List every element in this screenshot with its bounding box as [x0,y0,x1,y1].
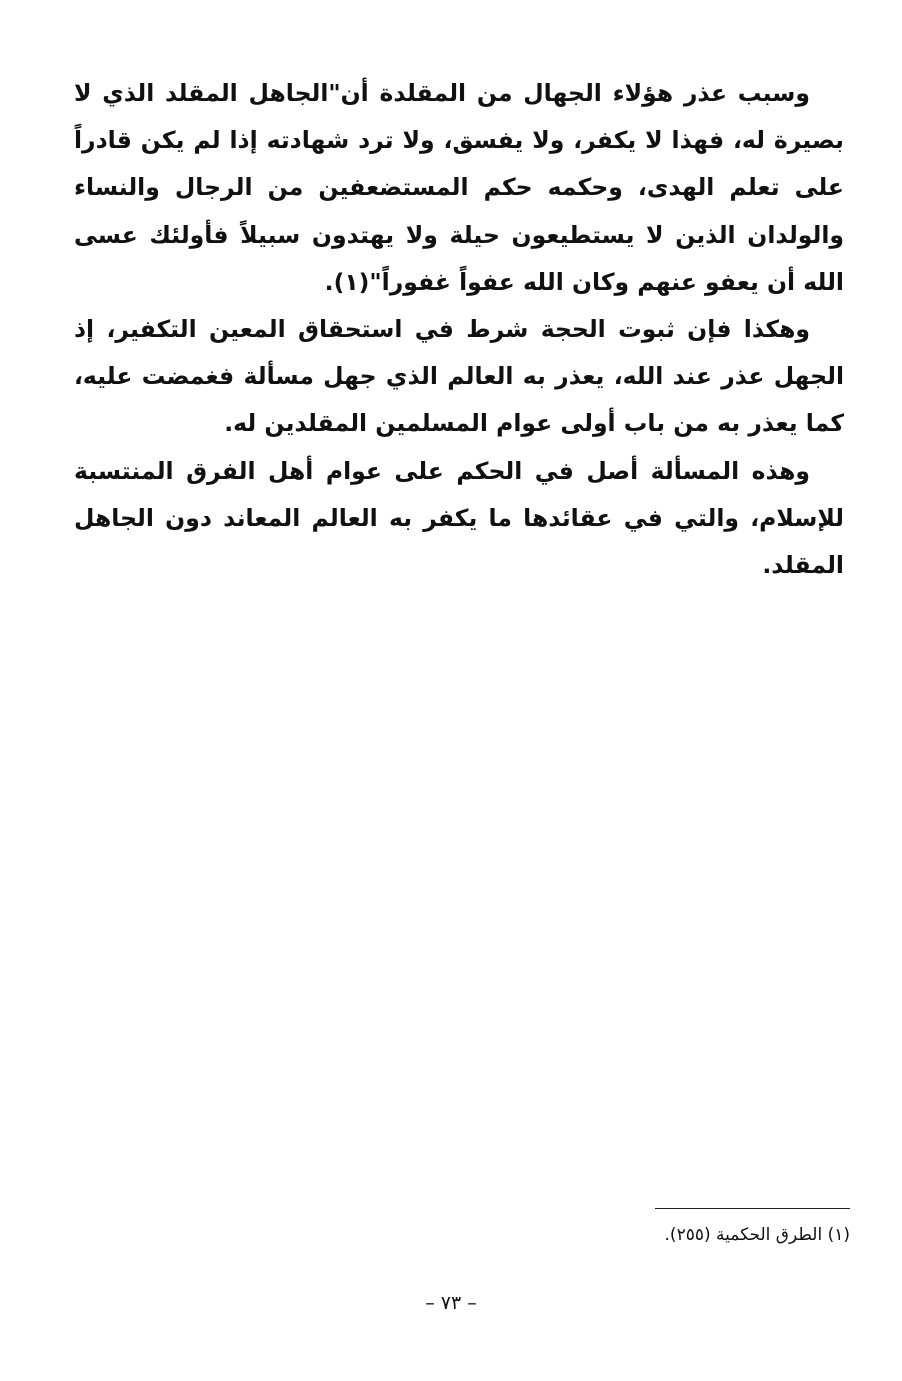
footnote-separator [655,1208,850,1209]
paragraph-2: وهكذا فإن ثبوت الحجة شرط في استحقاق المعين التكفير، إذ الجهل عذر عند الله، يعذر به العالم الذي جهل مسألة فغمضت عليه، كما يعذر به من باب أولى عوام المسلمين المقلدين له. [74,315,844,438]
footnote: (١) الطرق الحكمية (٢٥٥). [664,1225,850,1245]
paragraph-3: وهذه المسألة أصل في الحكم على عوام أهل الفرق المنتسبة للإسلام، والتي في عقائدها ما يكفر به العالم المعاند دون الجاهل المقلد. [74,456,844,580]
main-text [74,70,844,589]
page-number: – ٧٣ – [425,1292,477,1314]
paragraph-1: وسبب عذر هؤلاء الجهال من المقلدة أن"الجاهل المقلد الذي لا بصيرة له، فهذا لا يكفر، ولا يفسق، ولا ترد شهادته إذا لم يكن قادراً على تعلم الهدى، وحكمه حكم المستضعفين من الرجال والنساء والولدان الذين لا يستطيعون حيلة ولا يهتدون سبيلاً فأولئك عسى الله أن يعفو عنهم وكان الله عفواً غفوراً"(١). [74,79,844,296]
